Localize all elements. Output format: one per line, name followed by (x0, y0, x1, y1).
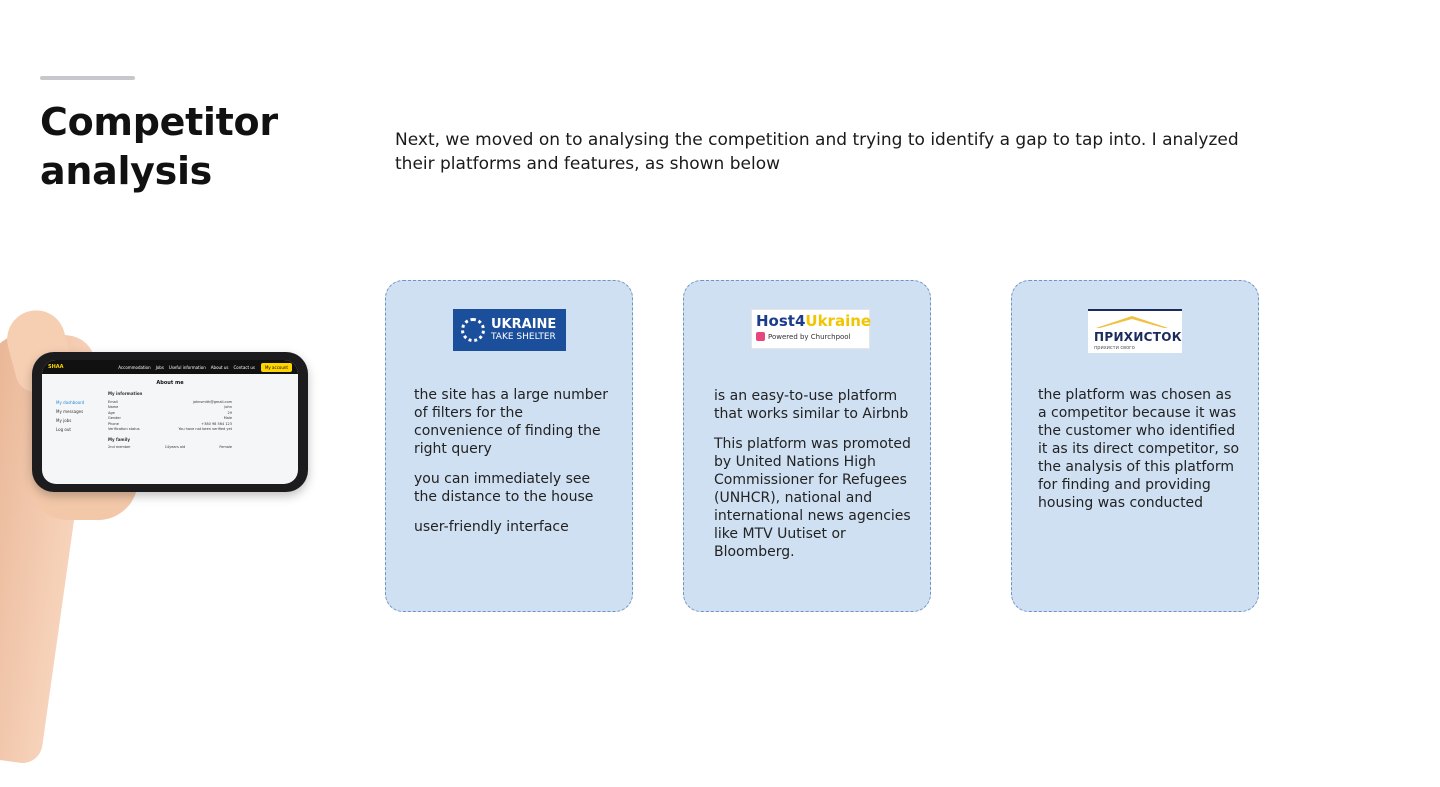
phone-row (108, 445, 232, 451)
card-paragraph: the site has a large number of filters for the convenience of finding the right query (414, 387, 608, 457)
phone-row-value: 29 (227, 410, 232, 415)
phone-row-label: 2nd member (108, 445, 131, 449)
logo-powered: Powered by Churchpool (768, 332, 851, 341)
phone-page-title: About me (156, 380, 184, 386)
phone-row-value: Female (219, 445, 232, 449)
phone-row (108, 427, 232, 433)
churchpool-icon (756, 332, 765, 341)
phone-body (108, 391, 232, 451)
ukraine-take-shelter-logo (453, 309, 566, 351)
host4ukraine-logo (751, 309, 870, 349)
phone-section-title: My information (108, 391, 143, 396)
logo-line1: UKRAINE (491, 316, 557, 332)
card-paragraph: is an easy-to-use platform that works similar to Airbnb (714, 388, 909, 422)
phone-row-value: John (224, 405, 232, 409)
phone-row-label: Verification status (108, 427, 140, 431)
phone-header (42, 360, 298, 374)
phone-account-button: My account (261, 363, 292, 372)
logo-tag: прихисти свого (1094, 345, 1135, 351)
card-text (414, 386, 614, 548)
phone-sidebar-item: My messages (56, 409, 84, 414)
logo-line2: TAKE SHELTER (491, 331, 556, 342)
phone-screen (42, 360, 298, 484)
intro-text: Next, we moved on to analysing the competition and trying to identify a gap to tap into. I analyzed their platforms and features, as shown below (395, 130, 1239, 174)
phone-row-value: You have not been verified yet (178, 427, 232, 431)
competitor-card-ukraine-take-shelter (385, 280, 633, 612)
phone-row-label: Age (108, 410, 115, 415)
card-paragraph: the platform was chosen as a competitor because it was the customer who identified it as its direct competitor, so the analysis of this platform for finding and providing housing was conducted (1038, 387, 1240, 511)
competitor-card-host4ukraine (683, 280, 931, 612)
card-paragraph: user-friendly interface (414, 519, 569, 535)
phone-sidebar-item: Log out (56, 427, 71, 432)
card-paragraph: you can immediately see the distance to the house (414, 471, 594, 505)
phone-nav-item: Jobs (155, 364, 164, 370)
page-title-line2: analysis (40, 149, 212, 193)
accent-line (40, 76, 135, 80)
logo-host: Host4 (756, 312, 806, 330)
logo-word: ПРИХИСТОК (1094, 330, 1182, 344)
card-paragraph: This platform was promoted by United Nations High Commissioner for Refugees (UNHCR), national and international news agencies like MTV Uutiset or Bloomberg. (714, 436, 911, 560)
page-title (40, 98, 278, 196)
phone-row-value: 14years old (164, 445, 186, 449)
phone-nav-item: Contact us (233, 364, 255, 370)
page-title-line1: Competitor (40, 100, 278, 144)
phone-row-label: Phone (108, 421, 119, 426)
phone-section-title: My family (108, 436, 130, 442)
phone-sidebar-item: My dashboard (56, 400, 85, 405)
card-text (714, 387, 914, 573)
logo-ukraine: Ukraine (805, 312, 872, 330)
card-text (1038, 386, 1243, 524)
phone-mockup (32, 352, 308, 492)
phone-row-label: Name (108, 405, 119, 409)
phone-nav-item: About us (210, 364, 229, 370)
phone-nav-item: Useful information (168, 364, 206, 370)
phone-row-value: johnsmith@gmail.com (192, 399, 232, 404)
phone-row-label: Gender (108, 416, 121, 420)
phone-sidebar-item: My jobs (56, 418, 72, 423)
phone-row-value: +380 98 564 123 (201, 421, 232, 426)
phone-row-label: Email (108, 399, 118, 404)
prykhystok-logo (1088, 309, 1182, 353)
phone-sidebar (56, 398, 84, 434)
sunflower-icon (461, 318, 485, 342)
competitor-card-prykhystok (1011, 280, 1259, 612)
phone-row-value: Male (223, 416, 232, 420)
phone-nav-item: Accommodation (118, 364, 151, 370)
phone-logo: SHAA (48, 364, 64, 370)
